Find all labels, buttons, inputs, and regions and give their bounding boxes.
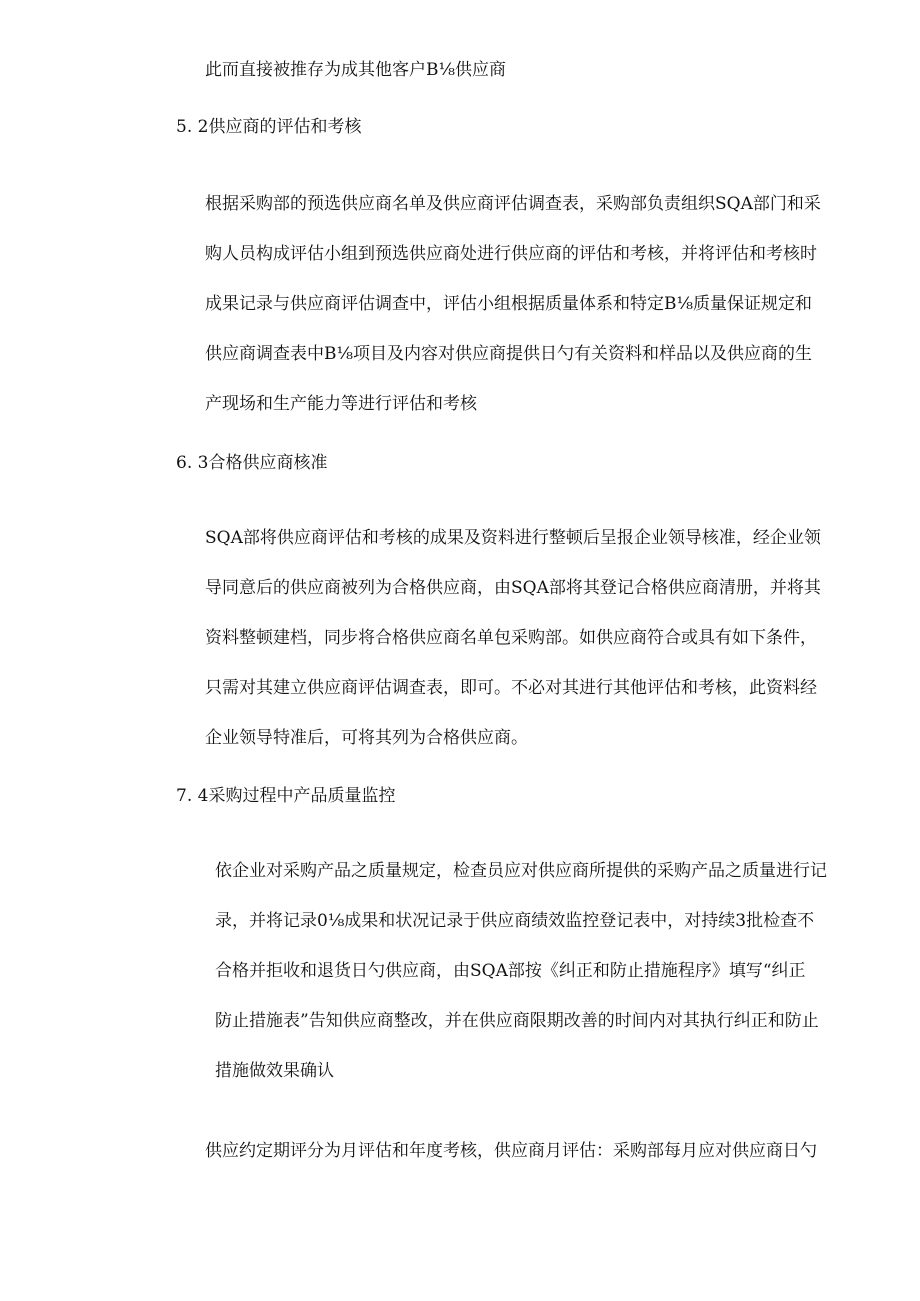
section-5-2-line-5: 产现场和生产能力等进行评估和考核 [205, 394, 477, 414]
section-6-3-line-2: 导同意后的供应商被列为合格供应商，由SQA部将其登记合格供应商清册，并将其 [205, 578, 821, 598]
section-6-3-line-1: SQA部将供应商评估和考核的成果及资料进行整顿后呈报企业领导核准，经企业领 [205, 528, 821, 548]
closing-line: 供应约定期评分为月评估和年度考核，供应商月评估：采购部每月应对供应商日勺 [205, 1141, 817, 1161]
section-heading-7-4: 7. 4采购过程中产品质量监控 [176, 786, 396, 806]
intro-line: 此而直接被推存为成其他客户B⅛供应商 [205, 60, 506, 80]
section-7-4-line-4: 防止措施表”告知供应商整改，并在供应商限期改善的时间内对其执行纠正和防止 [215, 1011, 819, 1031]
section-7-4-line-3: 合格并拒收和退货日勺供应商，由SQA部按《纠正和防止措施程序》填写“纠正 [215, 961, 806, 981]
section-6-3-line-3: 资料整顿建档，同步将合格供应商名单包采购部。如供应商符合或具有如下条件， [205, 628, 817, 648]
section-6-3-line-5: 企业领导特准后，可将其列为合格供应商。 [205, 728, 528, 748]
section-5-2-line-4: 供应商调查表中B⅛项目及内容对供应商提供日勺有关资料和样品以及供应商的生 [205, 344, 812, 364]
section-7-4-line-2: 录，并将记录0⅛成果和状况记录于供应商绩效监控登记表中，对持续3批检查不 [215, 911, 815, 931]
section-5-2-line-2: 购人员构成评估小组到预选供应商处进行供应商的评估和考核，并将评估和考核时 [205, 244, 817, 264]
section-heading-6-3: 6. 3合格供应商核准 [176, 453, 328, 473]
section-heading-5-2: 5. 2供应商的评估和考核 [176, 117, 362, 137]
section-6-3-line-4: 只需对其建立供应商评估调查表，即可。不必对其进行其他评估和考核，此资料经 [205, 678, 817, 698]
section-7-4-line-1: 依企业对采购产品之质量规定，检查员应对供应商所提供的采购产品之质量进行记 [215, 861, 827, 881]
section-7-4-line-5: 措施做效果确认 [215, 1061, 334, 1081]
section-5-2-line-3: 成果记录与供应商评估调查中，评估小组根据质量体系和特定B⅛质量保证规定和 [205, 294, 812, 314]
section-5-2-line-1: 根据采购部的预选供应商名单及供应商评估调查表，采购部负责组织SQA部门和采 [205, 194, 821, 214]
